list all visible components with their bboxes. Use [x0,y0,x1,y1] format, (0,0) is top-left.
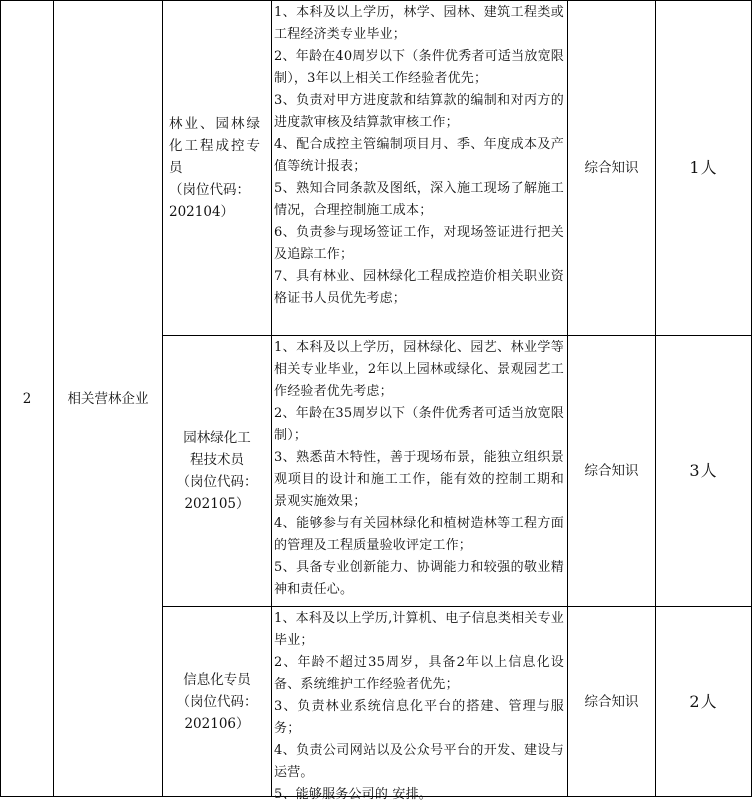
requirement-item: 6、负责参与现场签证工作，对现场签证进行把关及追踪工作； [274,225,564,262]
headcount: 2人 [689,691,718,711]
requirement-item: 5、熟知合同条款及图纸，深入施工现场了解施工情况，合理控制施工成本； [274,181,564,218]
position-code-label: （岗位代码： [176,474,258,490]
position-title: 园林绿化工程技术员 [183,430,251,468]
requirement-item: 7、具有林业、园林绿化工程成控造价相关职业资格证书人员优先考虑； [274,269,564,306]
requirement-item: 2、年龄在35周岁以下（条件优秀者可适当放宽限制）； [274,406,564,443]
employer-name: 相关营林企业 [67,390,149,407]
requirement-item: 2、年龄不超过35周岁，具备2年以上信息化设备、系统维护工作经验者优先； [274,655,564,692]
requirement-item: 2、年龄在40周岁以下（条件优秀者可适当放宽限制），3年以上相关工作经验者优先； [274,49,564,86]
position-code: 202106） [184,715,250,732]
requirement-item: 5、能够服务公司的 安排。 [274,787,433,802]
exam-subject: 综合知识 [584,159,639,176]
requirements-list [274,2,564,310]
row-index: 2 [22,390,32,407]
requirement-item: 5、具备专业创新能力、协调能力和较强的敬业精神和责任心。 [274,560,564,597]
position-code: 202105） [184,496,250,512]
requirement-item: 3、负责林业系统信息化平台的搭建、管理与服务； [274,699,564,736]
exam-subject: 综合知识 [584,693,639,710]
position-code: 202104） [169,203,235,220]
position-title-cell [163,336,271,606]
position-title-cell [163,607,271,796]
headcount: 1人 [689,157,718,177]
position-title: 信息化专员 [183,671,251,688]
requirement-item: 3、熟悉苗木特性，善于现场布景，能独立组织景观项目的设计和施工工作，能有效的控制工期和景观实施效果； [274,450,564,509]
position-code-label: （岗位代码： [169,181,250,198]
requirement-item: 1、本科及以上学历，园林绿化、园艺、林业学等相关专业毕业，2年以上园林或绿化、景观园艺工作经验者优先考虑； [274,340,564,399]
requirement-item: 4、负责公司网站以及公众号平台的开发、建设与运营。 [274,743,564,780]
exam-subject: 综合知识 [584,463,639,479]
table-divider-col3 [271,0,272,797]
requirements-list [274,608,564,806]
position-code-label: （岗位代码： [176,693,258,710]
requirement-item: 1、本科及以上学历，林学、园林、建筑工程类或工程经济类专业毕业； [274,5,564,42]
requirements-list [274,337,564,601]
position-title: 林业、园林绿化工程成控专员 [169,115,262,176]
position-title-cell [163,0,271,335]
requirement-item: 4、能够参与有关园林绿化和植树造林等工程方面的管理及工程质量验收评定工作； [274,516,564,553]
requirement-item: 4、配合成控主管编制项目月、季、年度成本及产值等统计报表； [274,137,564,174]
requirement-item: 3、负责对甲方进度款和结算款的编制和对丙方的进度款审核及结算款审核工作； [274,93,564,130]
headcount: 3人 [689,461,718,480]
requirement-item: 1、本科及以上学历,计算机、电子信息类相关专业毕业； [274,611,565,648]
